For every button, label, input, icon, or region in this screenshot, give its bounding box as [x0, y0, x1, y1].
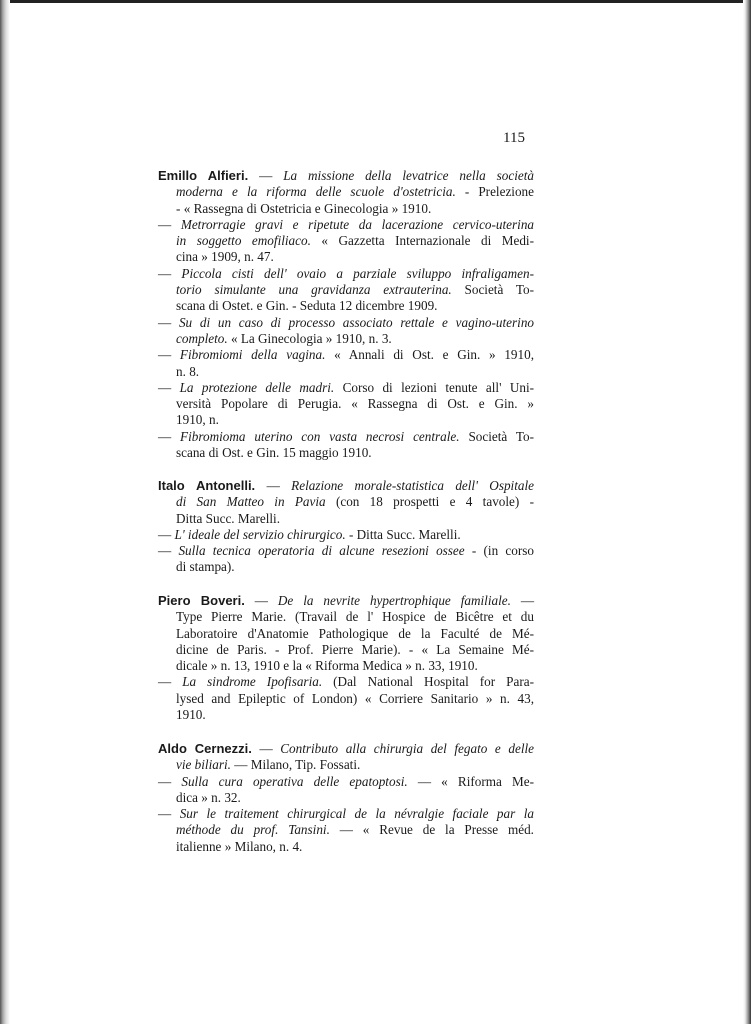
- bibliography-line: [158, 559, 534, 575]
- bibliography-line: [158, 642, 534, 658]
- page-number: 115: [503, 130, 525, 146]
- bibliography-line: [158, 707, 534, 723]
- citation-text: Corso di lezioni tenute all' Uni-: [334, 379, 534, 395]
- bibliography-line: [158, 429, 534, 445]
- bibliography-line: [158, 233, 534, 249]
- work-title: De la nevrite hypertrophique familiale.: [277, 593, 511, 608]
- work-title: Metrorragie gravi e ripetute da lacerazione cervico-uterina: [180, 216, 535, 232]
- citation-text: —: [158, 347, 180, 363]
- citation-text: —: [158, 216, 181, 232]
- citation-text: - « Rassegna di Ostetricia e Ginecologia » 1910.: [176, 200, 432, 216]
- bibliography-line: [158, 315, 534, 331]
- bibliography-line: [158, 790, 534, 806]
- page-top-edge: [0, 0, 751, 3]
- entry-alfieri: [158, 168, 534, 461]
- bibliography-line: [158, 757, 534, 773]
- work-title: in soggetto emofiliaco.: [176, 233, 311, 249]
- citation-text: — « Revue de la Presse méd.: [329, 822, 534, 838]
- bibliography-line: [158, 839, 534, 855]
- citation-text: - Ditta Succ. Marelli.: [345, 526, 461, 542]
- citation-text: —: [158, 314, 179, 330]
- citation-text: Type Pierre Marie. (Travail de l' Hospice de Bicêtre et du: [176, 609, 534, 625]
- page-binding-edge: [0, 0, 10, 1024]
- work-title: Piccola cisti dell' ovaio a parziale sviluppo infraligamen-: [181, 265, 534, 281]
- citation-text: scana di Ostet. e Gin. - Seduta 12 dicembre 1909.: [176, 298, 438, 314]
- work-title: L' ideale del servizio chirurgico.: [174, 526, 346, 542]
- bibliography-line: [158, 543, 534, 559]
- bibliography-line: [158, 674, 534, 690]
- work-title: torio simulante una gravidanza extrauterina.: [176, 282, 452, 298]
- citation-text: 1910, n.: [176, 412, 219, 428]
- bibliography-line: [158, 494, 534, 510]
- work-title: Relazione morale-statistica dell' Ospitale: [291, 478, 534, 493]
- bibliography-line: [158, 511, 534, 527]
- work-title: méthode du prof. Tansini.: [176, 822, 330, 838]
- citation-text: (Dal National Hospital for Para-: [322, 674, 535, 690]
- bibliography-line: [158, 626, 534, 642]
- citation-text: Società To-: [451, 282, 534, 298]
- citation-text: Ditta Succ. Marelli.: [176, 510, 281, 526]
- work-title: Sur le traitement chirurgical de la névralgie faciale par la: [179, 806, 535, 822]
- bibliography-line: [158, 380, 534, 396]
- bibliography-line: [158, 822, 534, 838]
- citation-text: 1910.: [176, 707, 206, 723]
- work-title: La missione della levatrice nella società: [283, 168, 535, 183]
- citation-text: —: [158, 674, 183, 690]
- citation-text: scana di Ost. e Gin. 15 maggio 1910.: [176, 445, 372, 461]
- citation-text: (con 18 prospetti e 4 tavole) -: [325, 494, 534, 510]
- work-title: La protezione delle madri.: [179, 379, 335, 395]
- page-right-edge: [743, 0, 751, 1024]
- citation-text: —: [244, 593, 278, 608]
- citation-text: italienne » Milano, n. 4.: [176, 838, 303, 854]
- work-title: Contributo alla chirurgia del fegato e delle: [280, 741, 534, 756]
- citation-text: — « Riforma Me-: [407, 773, 534, 789]
- bibliography-line: [158, 168, 534, 184]
- work-title: Su di un caso di processo associato rettale e vagino-uterino: [178, 314, 535, 330]
- citation-text: —: [248, 168, 284, 183]
- bibliography-line: [158, 396, 534, 412]
- bibliography-line: [158, 298, 534, 314]
- citation-text: —: [158, 526, 175, 542]
- entry-cernezzi: [158, 741, 534, 855]
- bibliography-line: [158, 609, 534, 625]
- citation-text: « Annali di Ost. e Gin. » 1910,: [325, 347, 534, 363]
- citation-text: - (in corso: [464, 543, 534, 559]
- work-title: Sulla tecnica operatoria di alcune resezioni ossee: [178, 543, 465, 559]
- citation-text: dicale » n. 13, 1910 e la « Riforma Medica » n. 33, 1910.: [176, 658, 478, 674]
- citation-text: lysed and Epileptic of London) « Corriere Sanitario » n. 43,: [176, 690, 534, 706]
- bibliography-line: [158, 201, 534, 217]
- citation-text: —: [251, 741, 281, 756]
- citation-text: —: [510, 593, 535, 608]
- citation-text: - Prelezione: [455, 184, 534, 200]
- work-title: Fibromiomi della vagina.: [179, 347, 326, 363]
- citation-text: dicine de Paris. - Prof. Pierre Marie). - « La Semaine Mé-: [176, 641, 534, 657]
- author-name: Piero Boveri.: [158, 593, 245, 608]
- bibliography-line: [158, 364, 534, 380]
- work-title: completo.: [176, 330, 228, 346]
- entry-boveri: [158, 593, 534, 723]
- citation-text: di stampa).: [176, 559, 235, 575]
- citation-text: — Milano, Tip. Fossati.: [230, 757, 361, 773]
- bibliography-line: [158, 478, 534, 494]
- citation-text: —: [158, 428, 181, 444]
- citation-text: Laboratoire d'Anatomie Pathologique de la Faculté de Mé-: [176, 625, 534, 641]
- work-title: Sulla cura operativa delle epatoptosi.: [181, 773, 408, 789]
- work-title: La sindrome Ipofisaria.: [182, 674, 323, 690]
- bibliography-line: [158, 593, 534, 609]
- citation-text: « La Ginecologia » 1910, n. 3.: [227, 330, 392, 346]
- bibliography-line: [158, 347, 534, 363]
- citation-text: cina » 1909, n. 47.: [176, 249, 274, 265]
- entry-antonelli: [158, 478, 534, 576]
- citation-text: versità Popolare di Perugia. « Rassegna di Ost. e Gin. »: [176, 396, 534, 412]
- citation-text: —: [158, 806, 180, 822]
- bibliography-line: [158, 691, 534, 707]
- citation-text: —: [158, 379, 180, 395]
- bibliography-line: [158, 282, 534, 298]
- bibliography-line: [158, 331, 534, 347]
- citation-text: —: [158, 773, 182, 789]
- bibliography-line: [158, 184, 534, 200]
- citation-text: n. 8.: [176, 363, 200, 379]
- work-title: Fibromioma uterino con vasta necrosi centrale.: [180, 428, 460, 444]
- citation-text: —: [255, 478, 292, 493]
- bibliography-line: [158, 266, 534, 282]
- bibliography-line: [158, 445, 534, 461]
- author-name: Emillo Alfieri.: [158, 168, 249, 183]
- citation-text: « Gazzetta Internazionale di Medi-: [310, 233, 534, 249]
- citation-text: —: [158, 543, 179, 559]
- work-title: moderna e la riforma delle scuole d'ostetricia.: [176, 184, 456, 200]
- author-name: Italo Antonelli.: [158, 478, 256, 493]
- bibliography-line: [158, 412, 534, 428]
- bibliography-line: [158, 249, 534, 265]
- citation-text: —: [158, 265, 182, 281]
- bibliography-line: [158, 806, 534, 822]
- bibliography-line: [158, 217, 534, 233]
- author-name: Aldo Cernezzi.: [158, 741, 252, 756]
- bibliography-line: [158, 774, 534, 790]
- work-title: di San Matteo in Pavia: [176, 494, 326, 510]
- citation-text: Società To-: [459, 428, 535, 444]
- bibliography-line: [158, 527, 534, 543]
- citation-text: dica » n. 32.: [176, 789, 241, 805]
- bibliography-line: [158, 658, 534, 674]
- work-title: vie biliari.: [176, 757, 231, 773]
- bibliography-line: [158, 741, 534, 757]
